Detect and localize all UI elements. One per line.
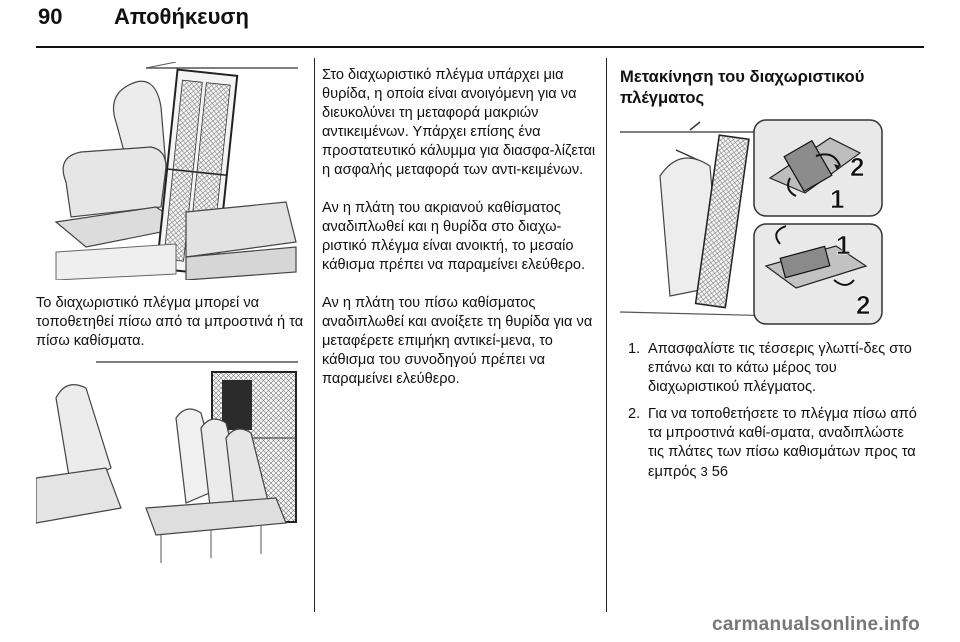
watermark: carmanualsonline.info bbox=[712, 614, 920, 635]
page-reference-link[interactable]: 56 bbox=[711, 464, 729, 480]
callout-2-top: 2 bbox=[850, 152, 865, 182]
figure-partition-rear-seats bbox=[36, 62, 298, 280]
step-number: 1. bbox=[628, 341, 641, 357]
figure-caption: Το διαχωριστικό πλέγμα μπορεί να τοποθετηθεί πίσω από τα μπροστινά ή τα πίσω καθίσματα. bbox=[36, 295, 304, 349]
column-divider-left bbox=[314, 58, 315, 612]
header-divider bbox=[36, 46, 924, 48]
callout-2-bottom: 2 bbox=[856, 290, 871, 320]
instruction-steps bbox=[620, 340, 922, 490]
step-text: Για να τοποθετήσετε το πλέγμα πίσω από τα μπροστινά καθί-σματα, αναδιπλώστε τις πλάτες των πίσω καθισμάτων προς τα εμπρός bbox=[648, 406, 917, 480]
page-number: 90 bbox=[38, 4, 63, 29]
page-title: Αποθήκευση bbox=[114, 4, 249, 29]
figure-latch-detail bbox=[620, 116, 886, 328]
paragraph-rear-seat: Αν η πλάτη του πίσω καθίσματος αναδιπλωθεί και ανοίξετε τη θυρίδα για να μεταφέρετε επιμήκη αντικεί-μενα, το κάθισμα του συνοδηγού πρέπει να παραμείνει ελεύθερο. bbox=[322, 295, 593, 387]
page-reference-icon: 3 bbox=[700, 464, 708, 479]
paragraph-hatch-info: Στο διαχωριστικό πλέγμα υπάρχει μια θυρίδα, η οποία είναι ανοιγόμενη για να διευκολύνει τη μεταφορά μακριών αντικειμένων. Υπάρχει επίσης ένα προστατευτικό κάλυμμα για διασφα-λίζεται η ασφαλής μεταφορά των αντι-κειμένων. bbox=[322, 67, 596, 178]
section-heading: Μετακίνηση του διαχωριστικού πλέγματος bbox=[620, 67, 865, 107]
column-divider-right bbox=[606, 58, 607, 612]
step-item bbox=[620, 405, 922, 482]
callout-1-top: 1 bbox=[830, 184, 845, 214]
figure-partition-front-seats bbox=[36, 358, 298, 578]
paragraph-outer-seat: Αν η πλάτη του ακριανού καθίσματος αναδιπλωθεί και η θυρίδα στο διαχω-ριστικό πλέγμα είναι ανοικτή, το μεσαίο κάθισμα πρέπει να παραμείνει ελεύθερο. bbox=[322, 200, 586, 273]
callout-1-bottom: 1 bbox=[836, 230, 851, 260]
step-number: 2. bbox=[628, 406, 641, 422]
step-item bbox=[620, 340, 922, 397]
step-text: Απασφαλίστε τις τέσσερις γλωττί-δες στο επάνω και το κάτω μέρος του διαχωριστικού πλέγματος. bbox=[648, 341, 912, 395]
